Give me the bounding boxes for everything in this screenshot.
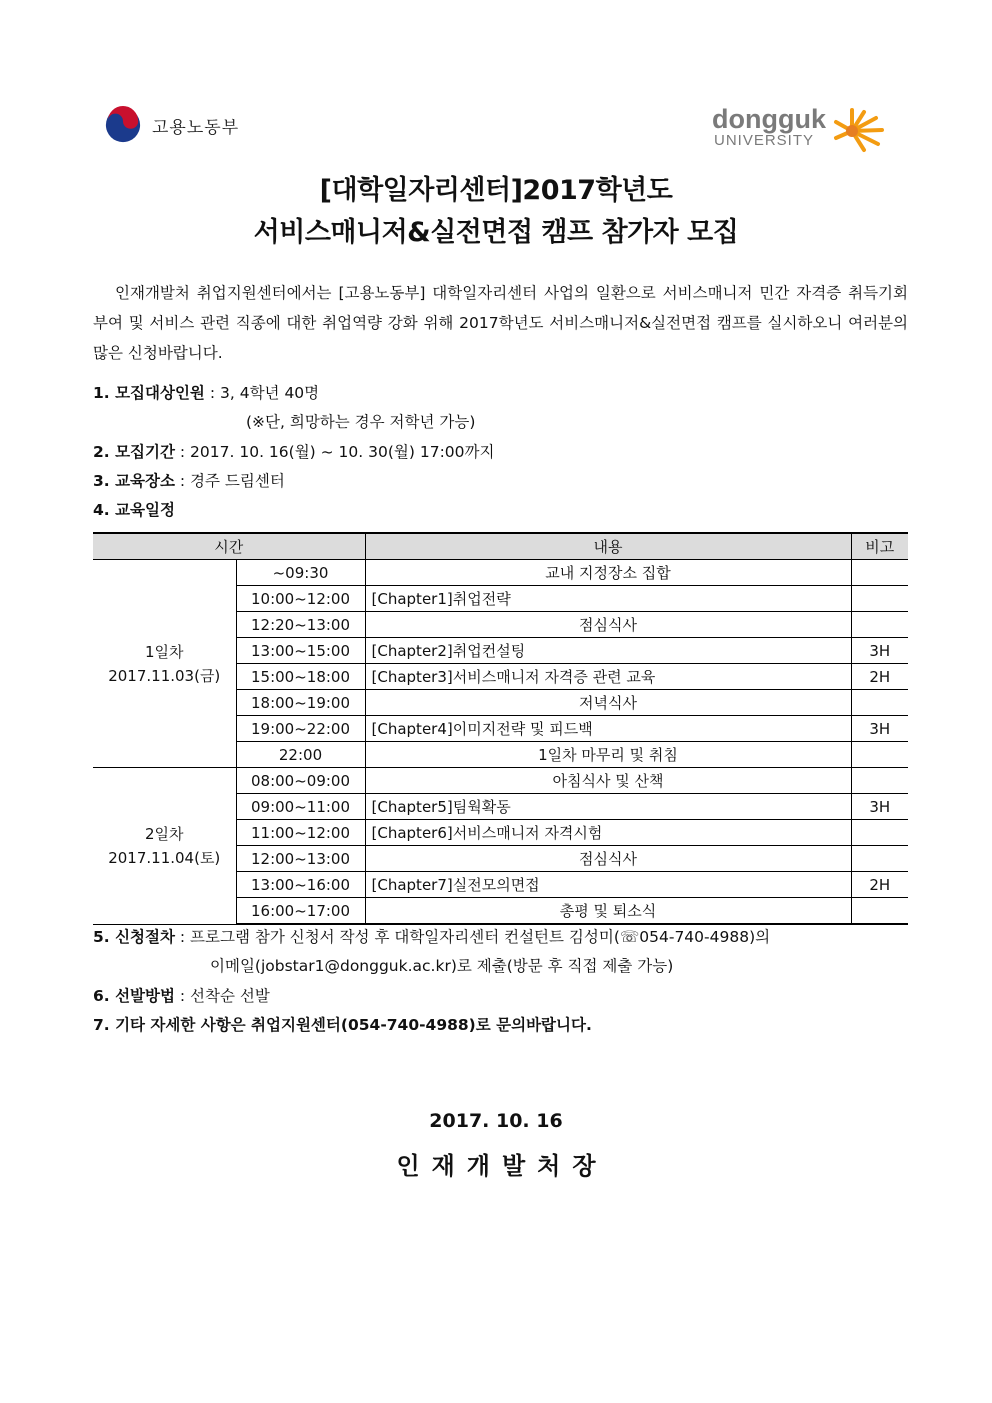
item-recruit-target-note: (※단, 희망하는 경우 저학년 가능)	[246, 413, 476, 431]
header-time: 시간	[93, 533, 365, 560]
schedule-header-row	[93, 533, 908, 560]
content-cell: 1일차 마무리 및 취침	[365, 742, 851, 768]
content-cell: 점심식사	[365, 846, 851, 872]
day1-cell	[93, 560, 236, 768]
table-row	[93, 768, 908, 794]
note-cell: 3H	[851, 638, 908, 664]
time-cell: 19:00~22:00	[236, 716, 365, 742]
schedule-table	[93, 532, 908, 925]
content-cell: [Chapter4]이미지전략 및 피드백	[365, 716, 851, 742]
time-cell: 11:00~12:00	[236, 820, 365, 846]
day1-date: 2017.11.03(금)	[108, 666, 221, 685]
time-cell: 10:00~12:00	[236, 586, 365, 612]
note-cell	[851, 846, 908, 872]
note-cell	[851, 586, 908, 612]
note-cell	[851, 742, 908, 768]
dongguk-sun-icon	[830, 104, 888, 154]
item-schedule-label: 4. 교육일정	[93, 501, 175, 519]
time-cell: 12:20~13:00	[236, 612, 365, 638]
time-cell: 18:00~19:00	[236, 690, 365, 716]
content-cell: [Chapter3]서비스매니저 자격증 관련 교육	[365, 664, 851, 690]
content-cell: [Chapter1]취업전략	[365, 586, 851, 612]
intro-text: 인재개발처 취업지원센터에서는 [고용노동부] 대학일자리센터 사업의 일환으로 서비스매니저 민간 자격증 취득기회 부여 및 서비스 관련 직종에 대한 취업역량 강화 위해 2017학년도 서비스매니저&실전면접 캠프를 실시하오니 여러분의 많은 신청바랍니다.	[93, 284, 908, 362]
content-cell: [Chapter2]취업컨설팅	[365, 638, 851, 664]
time-cell: 12:00~13:00	[236, 846, 365, 872]
page-title-line1: [대학일자리센터]2017학년도	[319, 175, 673, 206]
item-recruit-target-value: : 3, 4학년 40명	[204, 384, 320, 402]
content-cell: 점심식사	[365, 612, 851, 638]
header-content: 내용	[365, 533, 851, 560]
note-cell	[851, 820, 908, 846]
item-selection-value: : 선착순 선발	[174, 987, 270, 1005]
note-cell	[851, 898, 908, 925]
time-cell: 15:00~18:00	[236, 664, 365, 690]
page-title-line2: 서비스매니저&실전면접 캠프 참가자 모집	[253, 217, 739, 248]
item-recruit-target	[93, 381, 319, 405]
item-recruit-period-value: : 2017. 10. 16(월) ~ 10. 30(월) 17:00까지	[174, 443, 495, 461]
time-cell: 22:00	[236, 742, 365, 768]
item-application	[93, 925, 770, 949]
day2-label: 2일차	[144, 824, 184, 843]
item-recruit-period-label: 2. 모집기간	[93, 443, 175, 461]
issuer-name: 인재개발처장	[396, 1152, 608, 1180]
dongguk-logo-sub: UNIVERSITY	[714, 132, 815, 149]
note-cell	[851, 768, 908, 794]
day2-date: 2017.11.04(토)	[108, 848, 221, 867]
time-cell: 13:00~16:00	[236, 872, 365, 898]
moel-logo-text: 고용노동부	[152, 117, 240, 138]
note-cell	[851, 690, 908, 716]
dongguk-logo-word: dongguk	[712, 104, 826, 134]
content-cell: 교내 지정장소 집합	[365, 560, 851, 586]
day2-cell	[93, 768, 236, 925]
item-venue-value: : 경주 드림센터	[174, 472, 285, 490]
time-cell: 13:00~15:00	[236, 638, 365, 664]
item-application-value2: 이메일(jobstar1@dongguk.ac.kr)로 제출(방문 후 직접 제출 가능)	[210, 957, 674, 975]
item-recruit-target-label: 1. 모집대상인원	[93, 384, 205, 402]
note-cell: 3H	[851, 716, 908, 742]
content-cell: [Chapter5]팀웍확동	[365, 794, 851, 820]
note-cell	[851, 560, 908, 586]
item-application-value: : 프로그램 참가 신청서 작성 후 대학일자리센터 컨설턴트 김성미(☏054-740-4988)의	[174, 928, 771, 946]
moel-logo	[104, 106, 239, 144]
header-note: 비고	[851, 533, 908, 560]
item-selection-label: 6. 선발방법	[93, 987, 175, 1005]
note-cell	[851, 612, 908, 638]
time-cell: 08:00~09:00	[236, 768, 365, 794]
table-row	[93, 560, 908, 586]
note-cell: 2H	[851, 664, 908, 690]
time-cell: 16:00~17:00	[236, 898, 365, 925]
dongguk-logo	[712, 104, 892, 156]
note-cell: 3H	[851, 794, 908, 820]
content-cell: [Chapter7]실전모의면접	[365, 872, 851, 898]
item-venue	[93, 469, 285, 493]
content-cell: 총평 및 퇴소식	[365, 898, 851, 925]
item-inquiry-label: 7. 기타 자세한 사항은 취업지원센터(054-740-4988)로 문의바랍니다.	[93, 1016, 592, 1034]
item-application-label: 5. 신청절차	[93, 928, 175, 946]
item-recruit-period	[93, 440, 494, 464]
issue-date: 2017. 10. 16	[429, 1110, 563, 1132]
item-schedule	[93, 498, 175, 522]
item-selection	[93, 984, 270, 1008]
item-inquiry	[93, 1013, 592, 1037]
content-cell: [Chapter6]서비스매니저 자격시험	[365, 820, 851, 846]
item-venue-label: 3. 교육장소	[93, 472, 175, 490]
intro-paragraph	[93, 278, 908, 368]
time-cell: 09:00~11:00	[236, 794, 365, 820]
time-cell: ~09:30	[236, 560, 365, 586]
content-cell: 저녁식사	[365, 690, 851, 716]
content-cell: 아침식사 및 산책	[365, 768, 851, 794]
taegeuk-emblem-icon	[104, 106, 142, 144]
day1-label: 1일차	[144, 642, 184, 661]
note-cell: 2H	[851, 872, 908, 898]
